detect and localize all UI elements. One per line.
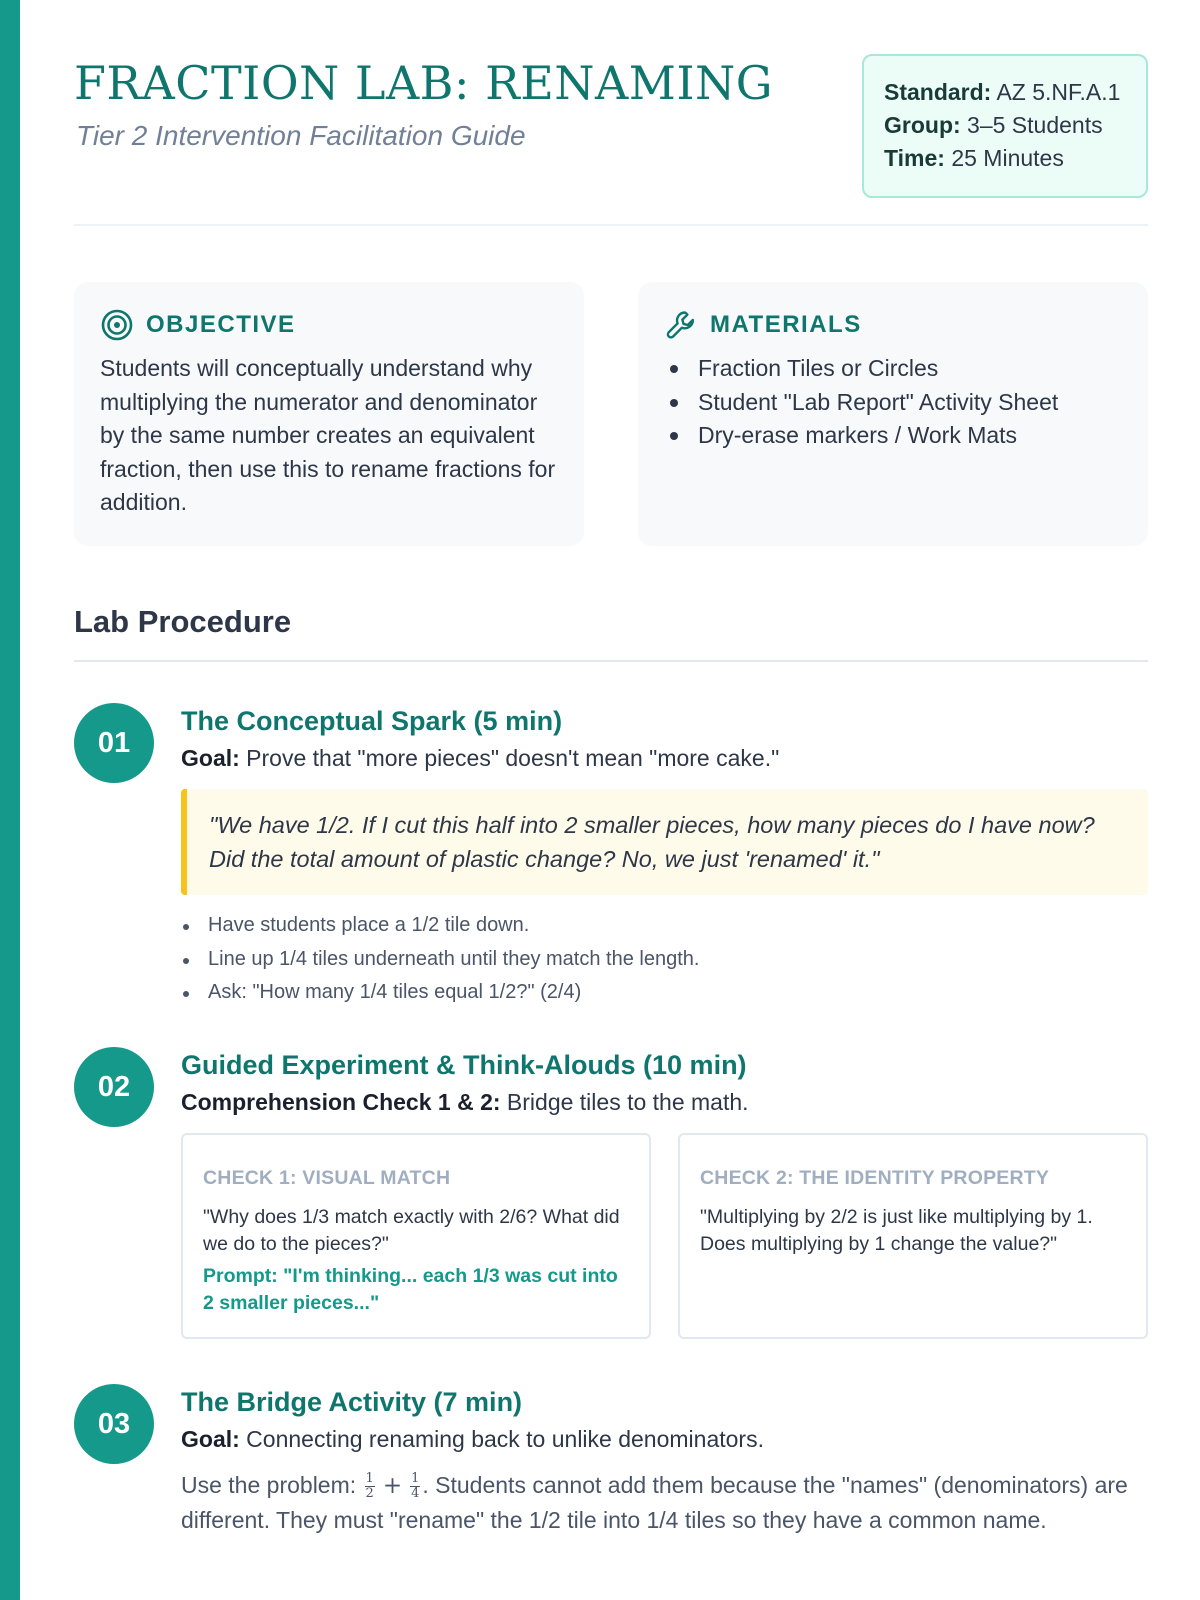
objective-title: OBJECTIVE	[146, 311, 296, 338]
target-icon	[100, 308, 134, 342]
list-item: Line up 1/4 tiles underneath until they match the length.	[181, 943, 1148, 977]
fraction-denominator: 4	[411, 1486, 420, 1502]
procedure-divider	[74, 660, 1148, 662]
fraction-numerator: 1	[411, 1471, 420, 1487]
step-goal	[181, 743, 1148, 773]
check-label: CHECK 2: THE IDENTITY PROPERTY	[700, 1167, 1050, 1189]
step-goal-text: Connecting renaming back to unlike denominators.	[246, 1426, 764, 1452]
step-goal-text: Bridge tiles to the math.	[506, 1089, 749, 1115]
fraction-numerator: 1	[365, 1471, 374, 1487]
left-accent-bar	[0, 0, 20, 1600]
materials-title: MATERIALS	[710, 311, 862, 338]
materials-header	[664, 308, 1122, 342]
teacher-quote: "We have 1/2. If I cut this half into 2 smaller pieces, how many pieces do I have now? Did the total amount of plastic change? No, we just 'renamed' it."	[181, 789, 1148, 895]
check-question: "Why does 1/3 match exactly with 2/6? What did we do to the pieces?"	[203, 1206, 620, 1255]
info-cards	[74, 282, 1148, 546]
fraction-denominator: 2	[365, 1486, 374, 1502]
step-content	[181, 1047, 1148, 1339]
meta-time-label: Time:	[884, 145, 945, 171]
step-content	[181, 703, 1148, 1010]
step-title: Guided Experiment & Think-Alouds (10 min)	[181, 1050, 747, 1080]
check-card-identity-property	[678, 1133, 1148, 1339]
header	[74, 0, 1148, 226]
materials-list	[664, 352, 1122, 453]
meta-group-value: 3–5 Students	[967, 112, 1103, 138]
step-title: The Conceptual Spark (5 min)	[181, 706, 563, 736]
meta-standard-value: AZ 5.NF.A.1	[996, 79, 1121, 105]
fraction-one-half	[365, 1472, 375, 1501]
page-title: FRACTION LAB: RENAMING	[74, 56, 774, 110]
step-goal	[181, 1087, 1148, 1117]
check-label: CHECK 1: VISUAL MATCH	[203, 1167, 451, 1189]
objective-card	[74, 282, 584, 546]
step-number-badge: 03	[74, 1384, 154, 1464]
page-subtitle: Tier 2 Intervention Facilitation Guide	[76, 120, 526, 151]
materials-item: Student "Lab Report" Activity Sheet	[664, 386, 1122, 420]
check-card-visual-match	[181, 1133, 651, 1339]
materials-card	[638, 282, 1148, 546]
meta-group-label: Group:	[884, 112, 961, 138]
objective-body: Students will conceptually understand why multiplying the numerator and denominator by the same number creates an equivalent fraction, then use this to rename fractions for addition.	[100, 355, 556, 515]
meta-standard	[884, 76, 1146, 109]
facilitation-guide-page	[74, 0, 1148, 1600]
materials-item: Dry-erase markers / Work Mats	[664, 419, 1122, 453]
step-number-badge: 01	[74, 703, 154, 783]
fraction-one-quarter	[410, 1472, 420, 1501]
step-content	[181, 1384, 1148, 1537]
meta-group	[884, 109, 1146, 142]
comprehension-checks	[181, 1133, 1148, 1339]
list-item: Ask: "How many 1/4 tiles equal 1/2?" (2/4)	[181, 976, 1148, 1010]
meta-time-value: 25 Minutes	[951, 145, 1064, 171]
step-number-badge: 02	[74, 1047, 154, 1127]
check-prompt: Prompt: "I'm thinking... each 1/3 was cut into 2 smaller pieces..."	[203, 1265, 618, 1314]
objective-header	[100, 308, 558, 342]
meta-box	[862, 54, 1148, 198]
materials-item: Fraction Tiles or Circles	[664, 352, 1122, 386]
bridge-text-prefix: Use the problem:	[181, 1472, 357, 1498]
meta-standard-label: Standard:	[884, 79, 992, 105]
wrench-icon	[664, 308, 698, 342]
step-bullets	[181, 909, 1148, 1010]
step-goal-label: Comprehension Check 1 & 2:	[181, 1089, 501, 1115]
step-goal-text: Prove that "more pieces" doesn't mean "more cake."	[246, 745, 780, 771]
step-goal-label: Goal:	[181, 1426, 240, 1452]
meta-time	[884, 142, 1146, 175]
step-goal	[181, 1424, 1148, 1454]
step-title: The Bridge Activity (7 min)	[181, 1387, 523, 1417]
bridge-problem-text	[181, 1468, 1148, 1537]
bridge-text-suffix: . Students cannot add them because the "names" (denominators) are different. They must "rename" the 1/2 tile into 1/4 tiles so they have a common name.	[181, 1472, 1128, 1533]
list-item: Have students place a 1/2 tile down.	[181, 909, 1148, 943]
plus-operator: +	[382, 1473, 403, 1499]
check-question: "Multiplying by 2/2 is just like multiplying by 1. Does multiplying by 1 change the value?"	[700, 1206, 1093, 1255]
procedure-title: Lab Procedure	[74, 604, 292, 639]
step-goal-label: Goal:	[181, 745, 240, 771]
